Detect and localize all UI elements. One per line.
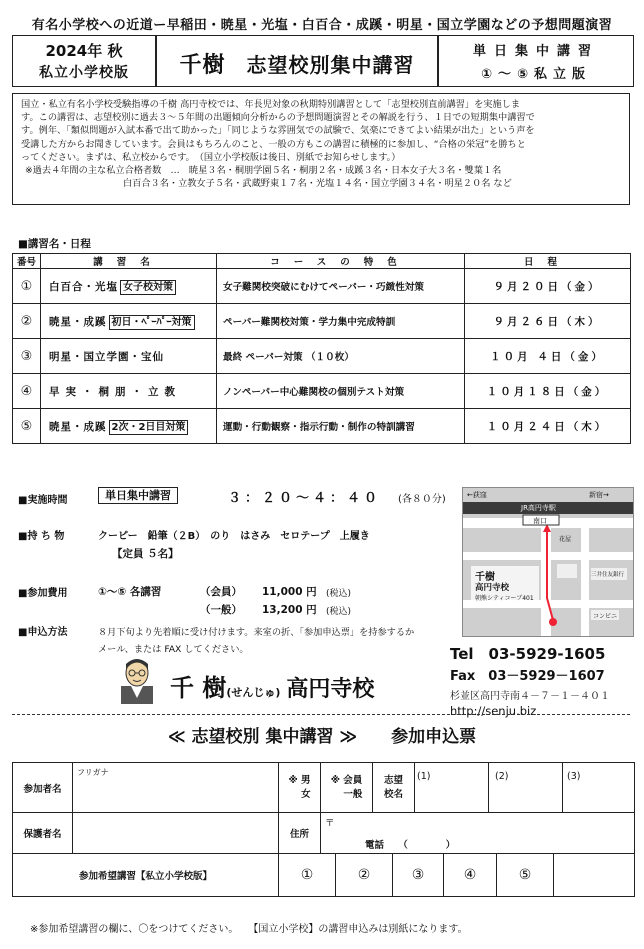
schedule-row: [13, 339, 631, 374]
row-course-name: [41, 304, 217, 339]
form-row-guardian: [13, 813, 635, 854]
row-course-name: [41, 269, 217, 304]
page-title: [157, 48, 437, 79]
school-choice-label: 志望 校名: [373, 763, 415, 813]
course-name: 暁星・成蹊: [49, 421, 107, 433]
map-school-branch: 高円寺校: [475, 583, 510, 593]
fee-general-value: 13,200 円: [262, 604, 317, 616]
course-tag: 女子校対策: [120, 280, 176, 295]
course-tag: 2次・2日目対策: [109, 420, 189, 435]
header-num: 番号: [13, 254, 41, 269]
choice-1-field[interactable]: [415, 763, 489, 813]
header-right-box: [438, 35, 634, 87]
row-num: ③: [13, 339, 41, 374]
row-date: １０月 ４日（金）: [465, 339, 631, 374]
guardian-label: 保護者名: [13, 813, 73, 854]
map-exit: 南口: [533, 517, 547, 525]
participant-label: 参加者名: [13, 763, 73, 813]
apply-text-2: メール、または FAX してください。: [98, 644, 249, 655]
school-type: 私立小学校版: [39, 65, 129, 81]
row-feature: 女子難関校突破にむけてペーパー・巧緻性対策: [217, 269, 465, 304]
apply-text-1: ８月下旬より先着順に受け付けます。来室の折、「参加申込票」を持参するか: [98, 627, 415, 638]
choice-3-label: (3): [567, 771, 581, 782]
form-row-participant: [13, 763, 635, 813]
map-parking: 花屋: [559, 536, 572, 543]
map-label-left: ←荻窪: [467, 491, 487, 499]
header-feature: コースの特色: [217, 254, 465, 269]
schedule-row: [13, 374, 631, 409]
course-name: 早実・桐朋・立教: [49, 385, 181, 398]
header-title-box: [156, 35, 438, 87]
contact-brand-name: 千 樹: [170, 674, 227, 702]
fee-courses: ①～⑤ 各講習: [98, 586, 162, 598]
schedule-section-title: ■講習名・日程: [18, 238, 91, 250]
schedule-row: [13, 269, 631, 304]
row-course-name: [41, 374, 217, 409]
course-tag: 初日・ﾍﾟｰﾊﾟｰ対策: [109, 315, 195, 330]
postal-mark: 〒: [325, 818, 335, 829]
choice-2-field[interactable]: [489, 763, 563, 813]
choice-1-label: (1): [417, 771, 431, 782]
course-option-2[interactable]: ②: [336, 854, 393, 896]
contact-tel: Tel 03-5929-1605: [450, 645, 606, 663]
intro-line: 国立・私立有名小学校受験指導の千樹 高円寺校では、年長児対象の秋期特別講習として「志望校別直前講習」を実施しま: [21, 99, 521, 110]
furigana-label: フリガナ: [77, 768, 109, 777]
access-map: [462, 487, 634, 637]
gender-field[interactable]: ※ 男 女: [279, 763, 321, 813]
time-box-label: 単日集中講習: [98, 487, 178, 504]
member-field[interactable]: ※ 会員 一般: [321, 763, 373, 813]
application-form: [12, 762, 635, 897]
map-station: JR高円寺駅: [521, 504, 556, 512]
contact-brand: [170, 668, 374, 703]
map-building: 朝熊シティコーブ401: [475, 595, 534, 602]
apply-label: ■申込方法: [18, 627, 68, 638]
time-note: (各８０分): [398, 494, 446, 505]
schedule-row: [13, 409, 631, 444]
cut-line: [12, 714, 630, 715]
achievements-line2: 白百合３名・立教女子５名・武蔵野東１７名・光塩１４名・国立学園３４名・明星２０名 など: [123, 178, 512, 190]
header-right-line1: 単日集中講習: [472, 44, 599, 59]
tax-note-general: (税込): [326, 607, 352, 617]
contact-url[interactable]: http://senju.biz: [450, 704, 537, 718]
fee-member-value: 11,000 円: [262, 586, 317, 598]
fee-general-label: （一般）: [200, 604, 242, 616]
row-feature: 最終 ペーパー対策 （１０枚）: [217, 339, 465, 374]
intro-line: す。この講習は、志望校別に過去３～５年間の出題傾向分析からの予想問題演習とその解説を行う、１日での短期集中講習で: [21, 112, 535, 124]
items-value: クーピー 鉛筆（２B） のり はさみ セロテープ 上履き: [98, 531, 370, 542]
course-option-4[interactable]: ④: [444, 854, 497, 896]
intro-line: 受講した方からお聞きしています。会員はもちろんのこと、一般の方もこの講習に積極的に参加し、“合格の栄冠”を勝ちと: [21, 138, 526, 150]
row-num: ①: [13, 269, 41, 304]
guardian-name-field[interactable]: [73, 813, 279, 854]
contact-block: [450, 643, 610, 718]
course-option-3[interactable]: ③: [393, 854, 444, 896]
header-date: 日程: [465, 254, 631, 269]
row-date: ９月２０日（金）: [465, 269, 631, 304]
time-label: ■実施時間: [18, 495, 68, 506]
row-date: ９月２６日（木）: [465, 304, 631, 339]
row-course-name: [41, 339, 217, 374]
fee-member-label: （会員）: [200, 586, 242, 598]
intro-line: す。例年、「類似問題が入試本番で出て助かった」「同じような雰囲気での試験で、気楽にできてよい結果が出た」という声を: [21, 125, 535, 137]
title-brand: 千樹: [179, 52, 226, 78]
schedule-table: [12, 253, 631, 444]
intro-box: [12, 93, 630, 205]
footer-note: ※参加希望講習の欄に、〇をつけてください。 【国立小学校】の講習申込みは別紙になります。: [30, 924, 468, 935]
tax-note-member: (税込): [326, 589, 352, 599]
items-label: ■持 ち 物: [18, 531, 65, 542]
map-bank: 三井住友銀行: [591, 572, 625, 578]
location-marker: [549, 618, 557, 626]
row-num: ⑤: [13, 409, 41, 444]
capacity: 【定員 ５名】: [112, 548, 179, 560]
contact-fax: Fax 03－5929－1607: [450, 669, 605, 684]
schedule-header-row: [13, 254, 631, 269]
row-num: ④: [13, 374, 41, 409]
course-name: 明星・国立学園・宝仙: [49, 350, 164, 363]
address-field[interactable]: [321, 813, 635, 854]
row-num: ②: [13, 304, 41, 339]
course-option-5[interactable]: ⑤: [497, 854, 554, 896]
title-main: 志望校別集中講習: [246, 53, 415, 77]
schedule-row: [13, 304, 631, 339]
form-title: ≪ 志望校別 集中講習 ≫ 参加申込票: [167, 727, 477, 747]
tagline: 有名小学校への近道ー早稲田・暁星・光塩・白百合・成蹊・明星・国立学園などの予想問題演習: [31, 18, 613, 33]
row-date: １０月１８日（金）: [465, 374, 631, 409]
teacher-avatar-icon: [117, 656, 157, 704]
map-school-name: 千樹: [475, 572, 495, 583]
map-label-right: 新宿→: [589, 491, 609, 499]
header-left-box: [12, 35, 156, 87]
header-right-line2: ①～⑤私立版: [480, 67, 591, 82]
choice-2-label: (2): [495, 771, 509, 782]
course-options: [279, 854, 635, 897]
year-season: 2024年 秋: [45, 42, 123, 60]
time-box: [98, 487, 178, 503]
row-feature: 運動・行動観察・指示行動・制作の特訓講習: [217, 409, 465, 444]
course-label: 参加希望講習【私立小学校版】: [13, 854, 279, 897]
course-option-1[interactable]: ①: [279, 854, 336, 896]
course-options-blank: [554, 854, 634, 896]
row-course-name: [41, 409, 217, 444]
choice-3-field[interactable]: [563, 763, 635, 813]
form-row-courses: [13, 854, 635, 897]
row-feature: ノンペーパー中心難関校の個別テスト対策: [217, 374, 465, 409]
course-name: 暁星・成蹊: [49, 316, 107, 328]
contact-address: 杉並区高円寺南４－７－１－４０１: [450, 691, 610, 702]
contact-branch: 高円寺校: [286, 677, 375, 702]
intro-line: ってください。まずは、私立校からです。 （国立小学校版は後日、別紙でお知らせします。）: [21, 151, 401, 163]
contact-brand-reading: (せんじゅ): [226, 686, 281, 699]
fee-label: ■参加費用: [18, 588, 68, 599]
time-value: ３：２０～４：４０: [228, 491, 382, 506]
row-feature: ペーパー難関校対策・学力集中完成特訓: [217, 304, 465, 339]
achievements-line1: ※過去４年間の主な私立合格者数 … 暁星３名・桐朋学園５名・桐朋２名・成蹊３名・日本女子大３名・雙葉１名: [25, 165, 502, 177]
participant-name-field[interactable]: [73, 763, 279, 813]
course-name: 白百合・光塩: [49, 281, 118, 293]
header-name: 講習名: [41, 254, 217, 269]
map-conv: コンビニ: [593, 613, 618, 620]
address-label: 住所: [279, 813, 321, 854]
phone-label: 電話 （ ）: [365, 840, 456, 851]
row-date: １０月２４日（木）: [465, 409, 631, 444]
